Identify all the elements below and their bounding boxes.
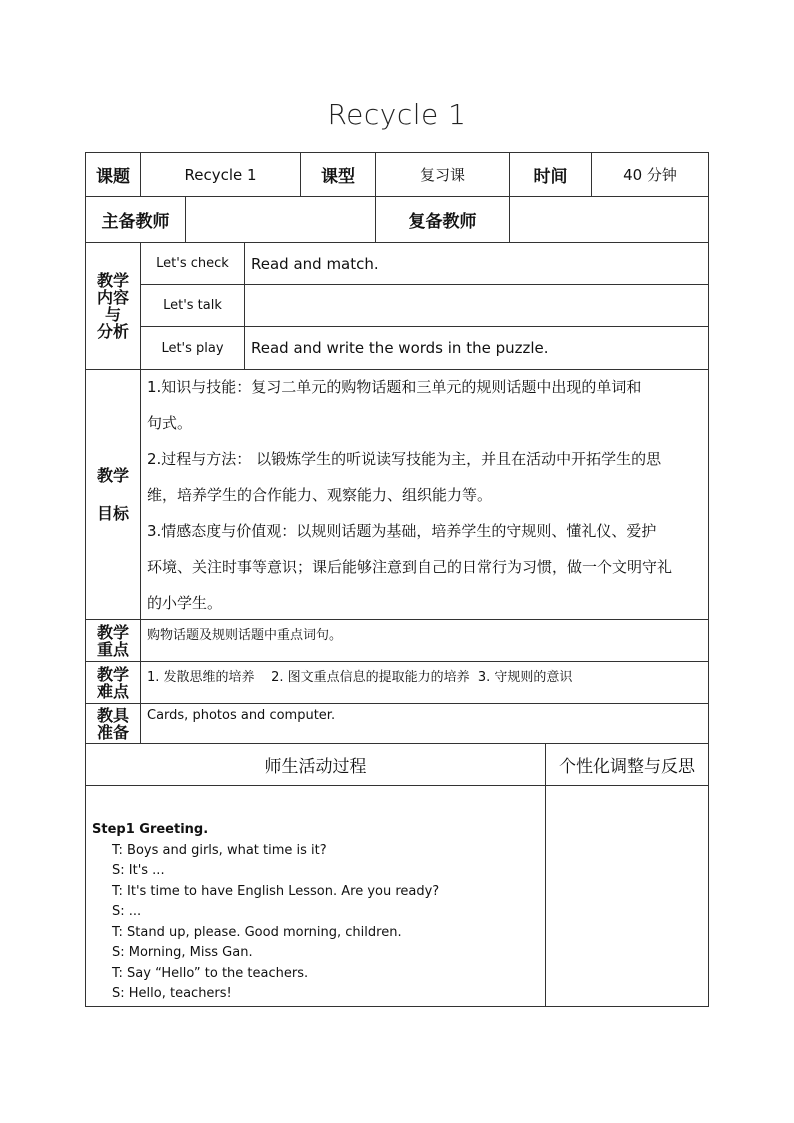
difficulties-label: 教学 难点 <box>86 662 141 703</box>
tools-row <box>85 704 709 744</box>
content-item-name: Let's check <box>141 243 245 284</box>
objective-line: 环境、关注时事等意识；课后能够注意到自己的日常行为习惯，做一个文明守礼 <box>147 557 673 576</box>
page-title: Recycle 1 <box>327 98 467 131</box>
content-item <box>141 243 708 285</box>
tools-text: Cards, photos and computer. <box>147 708 336 723</box>
time-value: 40 分钟 <box>623 166 677 184</box>
key-points-label: 教学 重点 <box>86 620 141 661</box>
topic-label: 课题 <box>86 153 141 196</box>
type-label: 课型 <box>301 153 376 196</box>
content-item-desc: Read and write the words in the puzzle. <box>251 339 549 357</box>
process-right-header: 个性化调整与反思 <box>559 757 695 777</box>
objectives-text <box>141 370 708 619</box>
dialog-line: T: Boys and girls, what time is it? <box>112 842 327 858</box>
type-value: 复习课 <box>376 153 510 196</box>
key-points-text: 购物话题及规则话题中重点词句。 <box>147 628 343 643</box>
topic-value: Recycle 1 <box>141 153 301 196</box>
teachers-row <box>85 197 709 243</box>
dialog-line: S: It's ... <box>112 863 165 878</box>
dialog-line: T: Say “Hello” to the teachers. <box>112 965 309 981</box>
objective-line: 2.过程与方法： 以锻炼学生的听说读写技能为主，并且在活动中开拓学生的思 <box>147 449 662 468</box>
content-row <box>85 243 709 370</box>
key-points-row <box>85 620 709 662</box>
content-label: 教学 内容 与 分析 <box>86 243 141 369</box>
co-teacher-value <box>510 197 708 242</box>
step-title: Step1 Greeting. <box>92 822 209 837</box>
main-teacher-label: 主备教师 <box>86 197 186 242</box>
objective-line: 维，培养学生的合作能力、观察能力、组织能力等。 <box>147 485 493 504</box>
time-label: 时间 <box>510 153 592 196</box>
co-teacher-label: 复备教师 <box>376 197 510 242</box>
content-items <box>141 243 708 369</box>
dialog-line: T: Stand up, please. Good morning, children. <box>112 924 402 940</box>
content-item-name: Let's talk <box>141 285 245 326</box>
main-teacher-value <box>186 197 376 242</box>
dialog-line: T: It's time to have English Lesson. Are you ready? <box>112 883 440 899</box>
objective-line: 1.知识与技能：复习二单元的购物话题和三单元的规则话题中出现的单词和 <box>147 377 642 396</box>
content-item <box>141 327 708 369</box>
objectives-row <box>85 370 709 620</box>
dialog-line: S: Hello, teachers! <box>112 986 232 1001</box>
process-body-row <box>85 786 709 1007</box>
content-item-desc: Read and match. <box>251 254 379 273</box>
difficulties-row <box>85 662 709 704</box>
dialog-line: S: ... <box>112 904 142 919</box>
content-item-name: Let's play <box>141 327 245 369</box>
objective-line: 句式。 <box>147 413 193 432</box>
process-header-row <box>85 744 709 786</box>
dialog-line: S: Morning, Miss Gan. <box>112 945 253 960</box>
content-item <box>141 285 708 327</box>
objective-line: 3.情感态度与价值观：以规则话题为基础，培养学生的守规则、懂礼仪、爱护 <box>147 521 657 540</box>
difficulties-text: 1. 发散思维的培养 2. 图文重点信息的提取能力的培养 3. 守规则的意识 <box>147 670 573 685</box>
lesson-plan-table <box>85 152 709 1007</box>
process-steps <box>86 786 546 1006</box>
objective-line: 的小学生。 <box>147 593 223 612</box>
reflection-cell <box>546 786 708 1006</box>
objectives-label: 教学 目标 <box>86 370 141 619</box>
tools-label: 教具 准备 <box>86 704 141 743</box>
header-row <box>85 152 709 197</box>
content-item-desc <box>245 285 708 326</box>
process-left-header: 师生活动过程 <box>86 744 546 785</box>
